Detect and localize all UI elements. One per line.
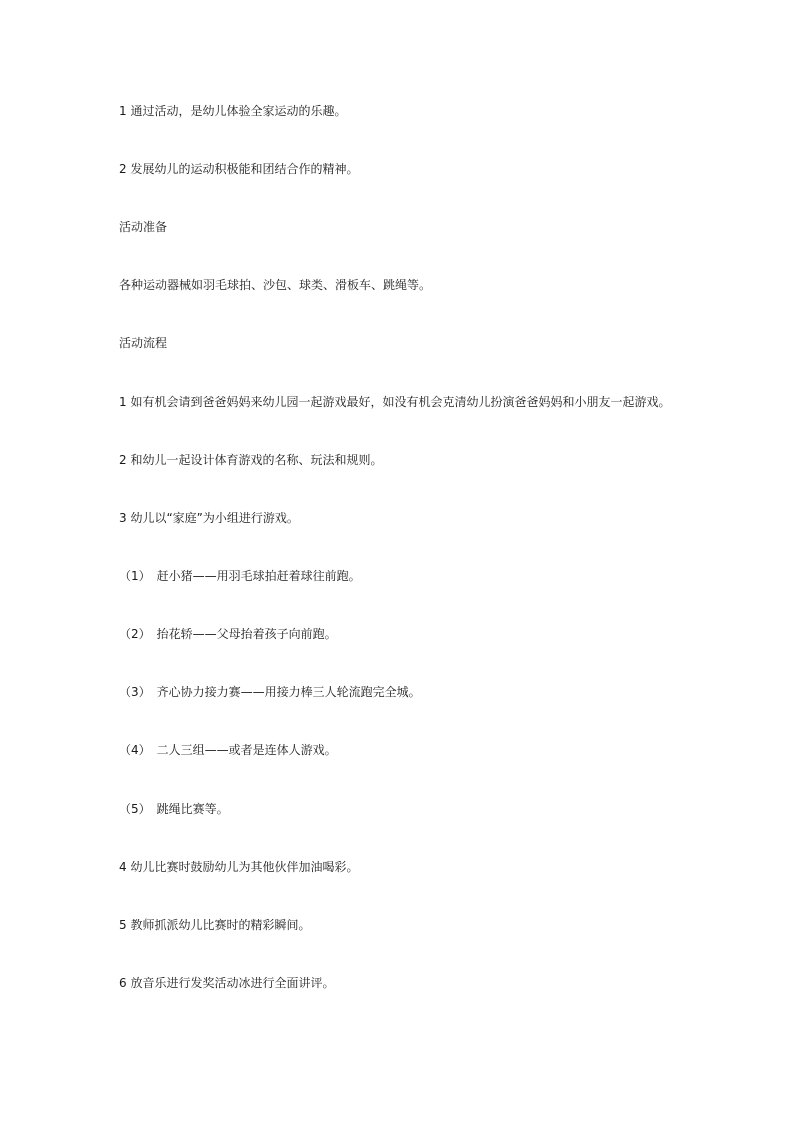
process-step-6: 6 放音乐进行发奖活动冰进行全面讲评。 [119, 976, 335, 990]
game-item-2: （2） 抬花轿——父母抬着孩子向前跑。 [119, 627, 337, 641]
preparation-heading: 活动准备 [119, 220, 168, 234]
process-heading: 活动流程 [119, 336, 168, 350]
process-step-5: 5 教师抓派幼儿比赛时的精彩瞬间。 [119, 918, 311, 932]
game-item-1: （1） 赶小猪——用羽毛球拍赶着球往前跑。 [119, 569, 361, 583]
game-item-5: （5） 跳绳比赛等。 [119, 802, 229, 816]
process-step-3: 3 幼儿以“家庭”为小组进行游戏。 [119, 511, 299, 525]
preparation-text: 各种运动器械如羽毛球拍、沙包、球类、滑板车、跳绳等。 [119, 278, 432, 292]
game-item-4: （4） 二人三组——或者是连体人游戏。 [119, 743, 337, 757]
process-step-2: 2 和幼儿一起设计体育游戏的名称、玩法和规则。 [119, 453, 383, 467]
process-step-1: 1 如有机会请到爸爸妈妈来幼儿园一起游戏最好，如没有机会克清幼儿扮演爸爸妈妈和小朋友一起游戏。 [119, 395, 671, 409]
game-item-3: （3） 齐心协力接力赛——用接力棒三人轮流跑完全城。 [119, 685, 421, 699]
goal-2: 2 发展幼儿的运动积极能和团结合作的精神。 [119, 162, 359, 176]
process-step-4: 4 幼儿比赛时鼓励幼儿为其他伙伴加油喝彩。 [119, 860, 359, 874]
goal-1: 1 通过活动，是幼儿体验全家运动的乐趣。 [119, 104, 347, 118]
